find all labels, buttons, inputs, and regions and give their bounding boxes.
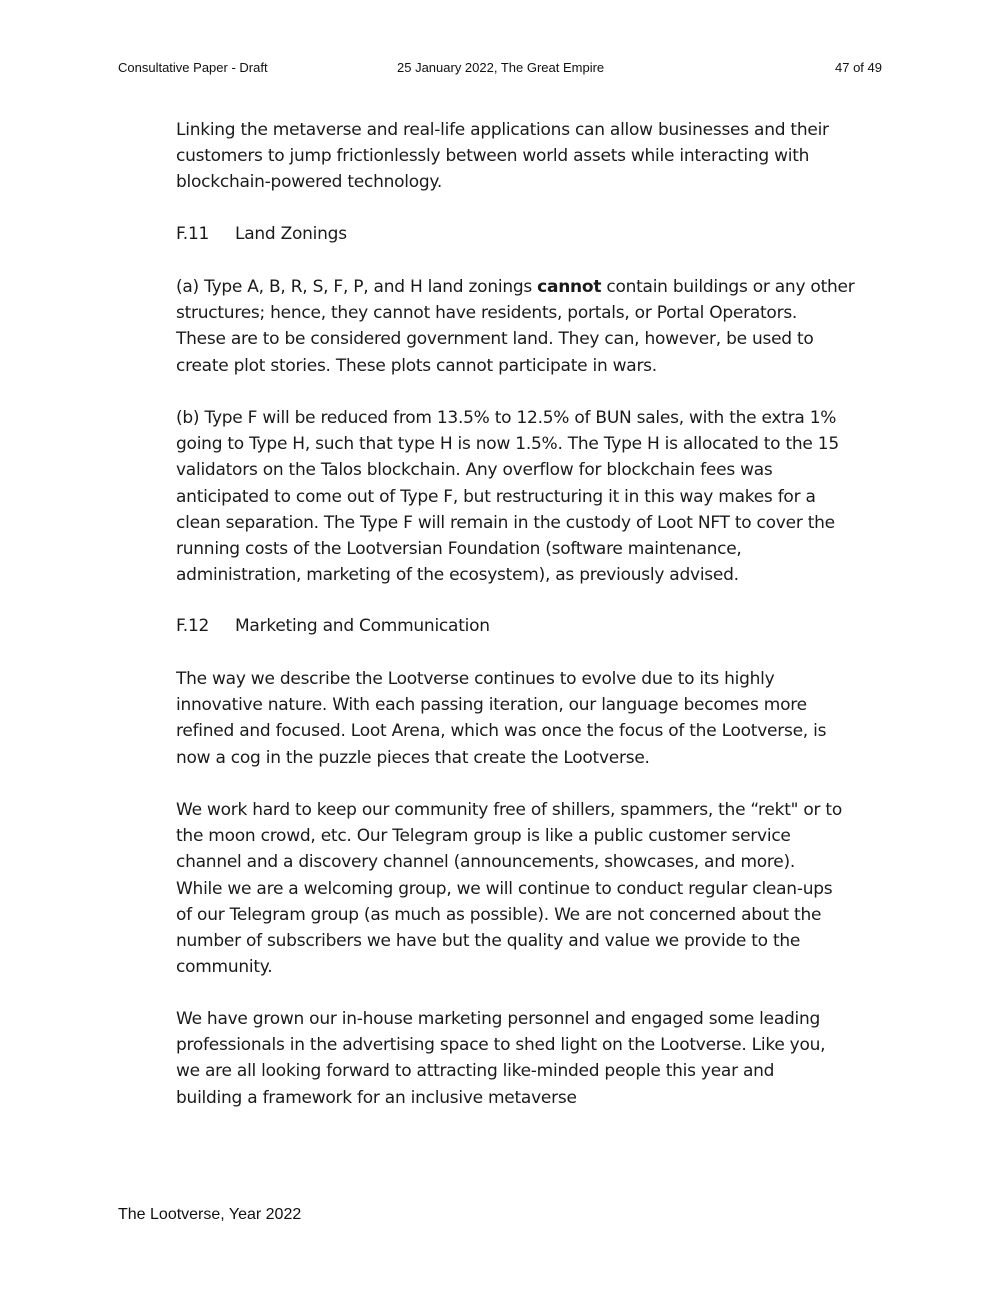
paragraph-line: These are to be considered government land. They can, however, be used to xyxy=(176,329,814,350)
paragraph-line: going to Type H, such that type H is now 1.5%. The Type H is allocated to the 15 xyxy=(176,434,839,455)
paragraph-marketing-3 xyxy=(176,1006,888,1111)
paragraph-line: We work hard to keep our community free of shillers, spammers, the “rekt" or to xyxy=(176,800,842,820)
footer-text: The Lootverse, Year 2022 xyxy=(118,1206,302,1223)
paragraph-line: The way we describe the Lootverse continues to evolve due to its highly xyxy=(176,669,775,689)
header-page-number: 47 of 49 xyxy=(835,60,882,75)
paragraph-line: blockchain-powered technology. xyxy=(176,172,442,193)
paragraph-line: While we are a welcoming group, we will continue to conduct regular clean-ups xyxy=(176,878,833,899)
paragraph-land-zonings-a xyxy=(176,274,888,379)
paragraph-line: clean separation. The Type F will remain in the custody of Loot NFT to cover the xyxy=(176,512,835,533)
paragraph-line: channel and a discovery channel (announcements, showcases, and more). xyxy=(176,852,796,873)
section-number: F.12 xyxy=(176,616,210,636)
paragraph-line: customers to jump frictionlessly between world assets while interacting with xyxy=(176,146,810,167)
paragraph-line: professionals in the advertising space to shed light on the Lootverse. Like you, xyxy=(176,1035,826,1056)
paragraph-line: we are all looking forward to attracting like-minded people this year and xyxy=(176,1061,775,1082)
paragraph-line: structures; hence, they cannot have residents, portals, or Portal Operators. xyxy=(176,303,798,324)
intro-paragraph xyxy=(176,117,888,196)
paragraph-line: (b) Type F will be reduced from 13.5% to 12.5% of BUN sales, with the extra 1% xyxy=(176,408,837,428)
section-heading-f11 xyxy=(176,224,347,244)
paragraph-line: create plot stories. These plots cannot participate in wars. xyxy=(176,355,657,376)
paragraph-line: number of subscribers we have but the quality and value we provide to the xyxy=(176,931,801,952)
section-heading-f12 xyxy=(176,616,490,636)
paragraph-line: anticipated to come out of Type F, but restructuring it in this way makes for a xyxy=(176,486,816,507)
header-date-location: 25 January 2022, The Great Empire xyxy=(397,60,605,75)
paragraph-line: We have grown our in-house marketing personnel and engaged some leading xyxy=(176,1009,821,1029)
paragraph-line: running costs of the Lootversian Foundation (software maintenance, xyxy=(176,539,742,560)
paragraph-land-zonings-b xyxy=(176,405,888,588)
section-title: Marketing and Communication xyxy=(235,616,490,636)
section-number: F.11 xyxy=(176,224,210,244)
paragraph-line: administration, marketing of the ecosystem), as previously advised. xyxy=(176,565,739,586)
paragraph-marketing-1 xyxy=(176,666,888,771)
text-run: (a) Type A, B, R, S, F, P, and H land zonings xyxy=(176,277,538,297)
paragraph-line: of our Telegram group (as much as possible). We are not concerned about the xyxy=(176,904,822,925)
paragraph-line: innovative nature. With each passing iteration, our language becomes more xyxy=(176,695,807,716)
paragraph-marketing-2 xyxy=(176,797,888,980)
paragraph-line: the moon crowd, etc. Our Telegram group is like a public customer service xyxy=(176,826,791,847)
section-title: Land Zonings xyxy=(235,224,347,244)
paragraph-line: validators on the Talos blockchain. Any overflow for blockchain fees was xyxy=(176,460,773,481)
emphasis-text: cannot xyxy=(537,277,602,297)
paragraph-line xyxy=(176,274,888,300)
text-run: contain buildings or any other xyxy=(601,277,855,297)
paragraph-line: refined and focused. Loot Arena, which was once the focus of the Lootverse, is xyxy=(176,721,827,742)
paragraph-line: Linking the metaverse and real-life applications can allow businesses and their xyxy=(176,120,829,140)
paragraph-line: now a cog in the puzzle pieces that create the Lootverse. xyxy=(176,747,650,768)
paragraph-line: building a framework for an inclusive metaverse xyxy=(176,1087,577,1108)
header-document-title: Consultative Paper - Draft xyxy=(118,60,268,75)
paragraph-line: community. xyxy=(176,957,273,978)
